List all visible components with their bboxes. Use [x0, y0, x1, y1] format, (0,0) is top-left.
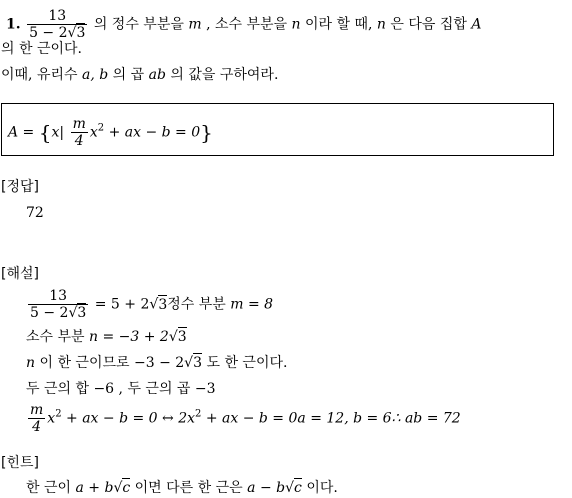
problem-line-1: 1. $\frac{13}{5 - 2√3}$ 의 정수 부분을 m , 소수 부분을 n 이라 할 때, n 은 다음 집합 A: [6, 8, 482, 42]
hint-heading: [힌트]: [1, 455, 39, 471]
problem-fraction: $\frac{13}{5 - 2√3}$: [29, 8, 86, 42]
set-definition: A = {x| $\frac{m}{4}$ $x^2$ + ax − b = 0}: [8, 116, 213, 150]
solution-line-1: $\frac{13}{5 - 2√3}$ = 5 + 2√3정수 부분 m = 8: [30, 288, 274, 322]
solution-line-4: 두 근의 합 −6 , 두 근의 곱 −3: [26, 381, 216, 397]
set-definition-box: [1, 103, 554, 156]
solution-fraction: $\frac{13}{5 - 2√3}$: [30, 288, 87, 322]
solution-line-5: $\frac{m}{4}$ $x^2$ + ax − b = 0 ↔ $2x^2$ + ax − b = 0a = 12, b = 6∴ ab = 72: [30, 402, 461, 436]
problem-line-3: 이때, 유리수 a, b 의 곱 ab 의 값을 구하여라.: [1, 67, 279, 83]
hint-line: 한 근이 a + b√c 이면 다른 한 근은 a − b√c 이다.: [26, 480, 338, 496]
solution-heading: [해설]: [1, 266, 39, 282]
set-fraction: $\frac{m}{4}$: [72, 116, 86, 150]
solution-line-2: 소수 부분 n = −3 + 2√3: [26, 329, 187, 345]
problem-line-2: 의 한 근이다.: [1, 41, 82, 57]
problem-number: 1.: [6, 16, 21, 33]
solution-fraction-2: $\frac{m}{4}$: [30, 402, 44, 436]
answer-value: 72: [26, 205, 44, 221]
answer-heading: [정답]: [1, 179, 39, 195]
solution-line-3: n 이 한 근이므로 −3 − 2√3 도 한 근이다.: [26, 355, 288, 371]
